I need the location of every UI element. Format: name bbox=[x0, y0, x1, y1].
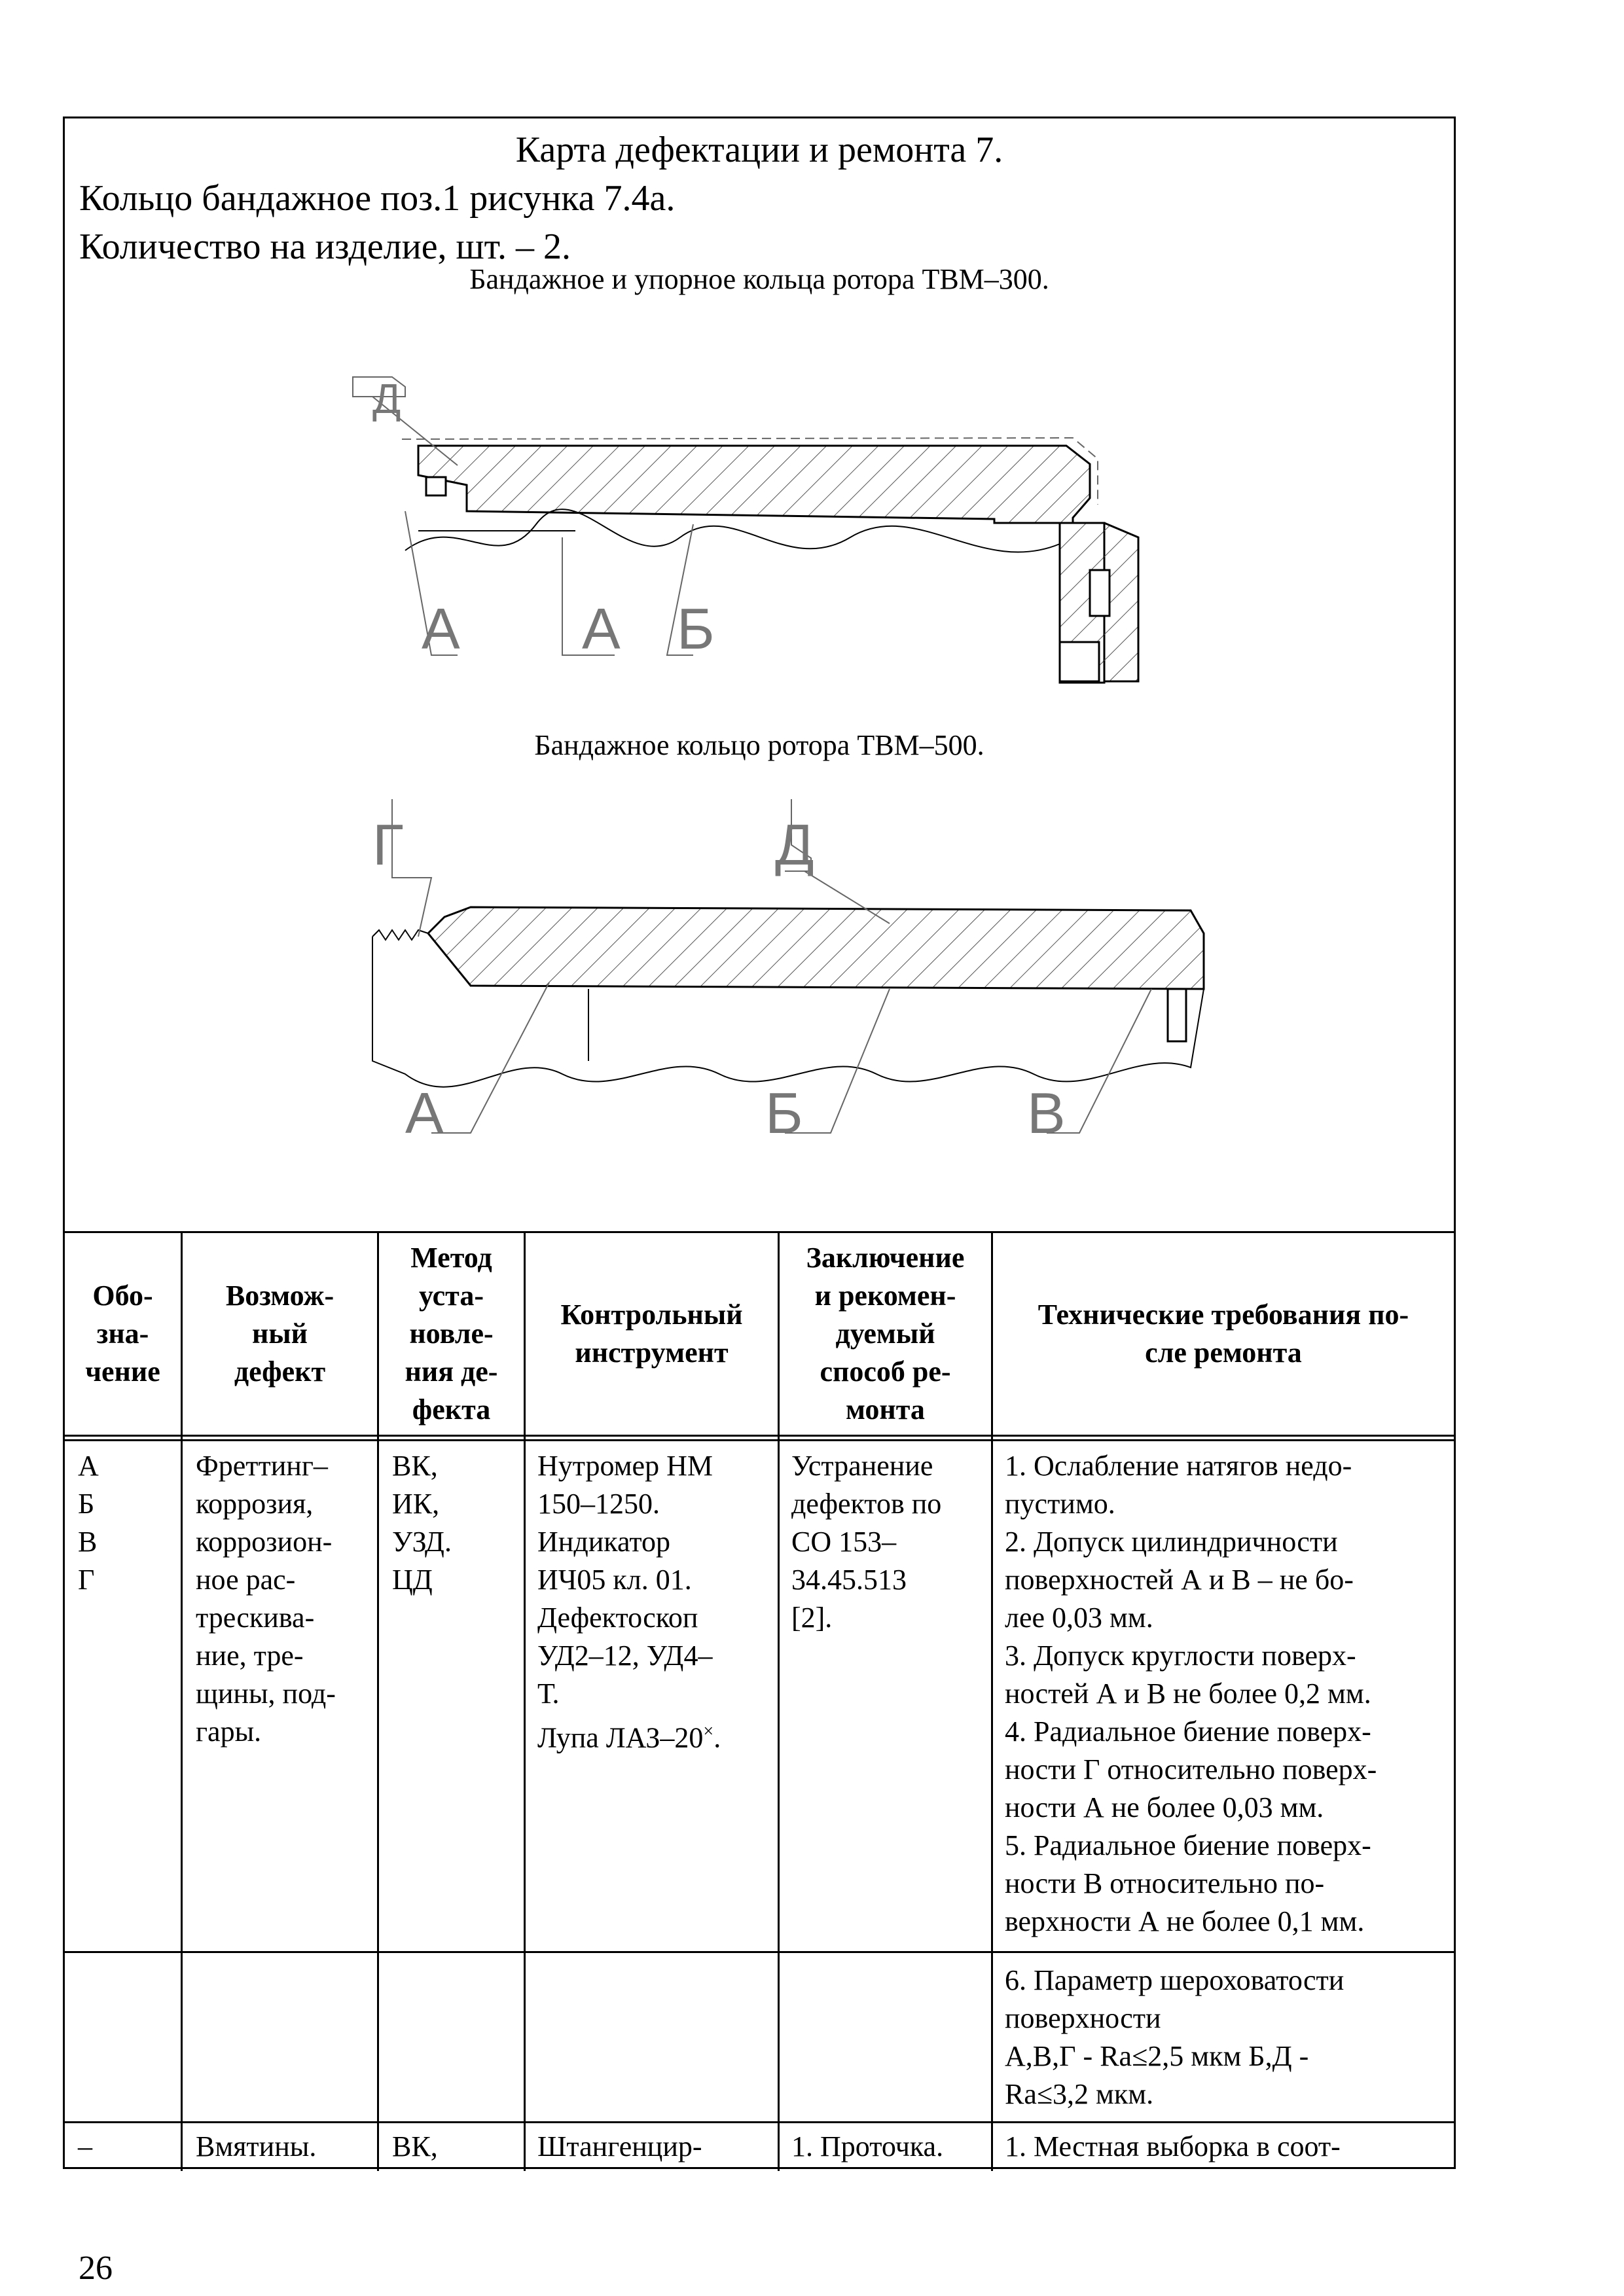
row1-defect: Фреттинг– коррозия, коррозион- ное рас- трескива- ние, тре- щины, под- гары. bbox=[196, 1450, 336, 1748]
label-A-drawing2: А bbox=[405, 1081, 444, 1145]
label-A2-drawing1: А bbox=[582, 596, 621, 661]
row3-designation: – bbox=[78, 2130, 92, 2162]
groove-1 bbox=[426, 477, 446, 495]
row3-defect: Вмятины. bbox=[196, 2130, 317, 2162]
row2-bottom-rule bbox=[65, 2121, 1454, 2123]
defect-card-frame bbox=[63, 117, 1456, 2169]
ring-section-2 bbox=[428, 907, 1204, 989]
stop-ring-core bbox=[1060, 642, 1099, 681]
page-number: 26 bbox=[79, 2250, 113, 2287]
header-requirements: Технические требования по- сле ремонта bbox=[1038, 1299, 1409, 1369]
label-D-drawing2: Д bbox=[775, 812, 814, 877]
card-title: Карта дефектации и ремонта 7. bbox=[515, 130, 1003, 170]
row1-requirements: 1. Ослабление натягов недо- пустимо. 2. Допуск цилиндричности поверхностей А и В – не бо- лее 0,03 мм. 3. Допуск круглости поверх- ностей А и В не более 0,2 мм. 4. Радиальное биение поверх- ности Г относительно поверх- ности А не более 0,03 мм. 5. Радиальное биение поверх- ности В относительно по- верхности А не более 0,1 мм. bbox=[1005, 1450, 1377, 1937]
row1-instrument-cell bbox=[537, 1447, 773, 1757]
row3-instrument: Штангенцир- bbox=[537, 2130, 702, 2162]
row2-requirements: 6. Параметр шероховатости поверхности А,В,Г - Ra≤2,5 мкм Б,Д - Ra≤3,2 мкм. bbox=[1005, 1964, 1344, 2110]
caption-tvm500: Бандажное кольцо ротора ТВМ–500. bbox=[534, 729, 984, 761]
row1-bottom-rule bbox=[65, 1951, 1454, 1953]
row1-instrument: Нутромер НМ 150–1250. Индикатор ИЧ05 кл. 01. Дефектоскоп УД2–12, УД4– Т. Лупа ЛАЗ–20 bbox=[537, 1450, 713, 1754]
label-B-drawing2: Б bbox=[765, 1081, 803, 1145]
label-D-drawing1: Д bbox=[372, 375, 401, 422]
row1-instrument-end: . bbox=[713, 1721, 721, 1754]
quantity-line: Количество на изделие, шт. – 2. bbox=[79, 226, 571, 267]
header-instrument: Контрольный инструмент bbox=[560, 1299, 743, 1369]
row3-method: ВК, bbox=[392, 2130, 438, 2162]
header-defect: Возмож- ный дефект bbox=[225, 1280, 334, 1388]
row1-instrument-sup: × bbox=[703, 1721, 714, 1742]
leader-A3 bbox=[431, 982, 549, 1133]
row3-conclusion: 1. Проточка. bbox=[791, 2130, 944, 2162]
label-A1-drawing1: А bbox=[422, 596, 460, 661]
header-designation: Обо- зна- чение bbox=[85, 1280, 160, 1388]
label-G-drawing2: Г bbox=[372, 812, 404, 877]
label-B-drawing1: Б bbox=[677, 596, 715, 661]
row1-conclusion: Устранение дефектов по СО 153– 34.45.513 [2]. bbox=[791, 1450, 942, 1634]
seal-groove-2 bbox=[1168, 989, 1186, 1041]
header-bottom-rule-2 bbox=[65, 1439, 1454, 1441]
row1-method: ВК, ИК, УЗД. ЦД bbox=[392, 1450, 452, 1596]
part-line: Кольцо бандажное поз.1 рисунка 7.4а. bbox=[79, 178, 676, 219]
header-conclusion: Заключение и рекомен- дуемый способ ре- монта bbox=[806, 1242, 965, 1426]
row3-requirements: 1. Местная выборка в соот- bbox=[1005, 2130, 1341, 2162]
label-V-drawing2: В bbox=[1027, 1081, 1066, 1145]
row1-designation: А Б В Г bbox=[78, 1450, 99, 1596]
technical-drawings bbox=[65, 118, 1454, 1231]
caption-tvm300: Бандажное и упорное кольца ротора ТВМ–300. bbox=[469, 263, 1049, 295]
header-bottom-rule-1 bbox=[65, 1435, 1454, 1437]
header-method: Метод уста- новле- ния де- фекта bbox=[405, 1242, 498, 1426]
drawing-tvm300 bbox=[353, 377, 1138, 683]
stop-pin bbox=[1090, 570, 1110, 616]
